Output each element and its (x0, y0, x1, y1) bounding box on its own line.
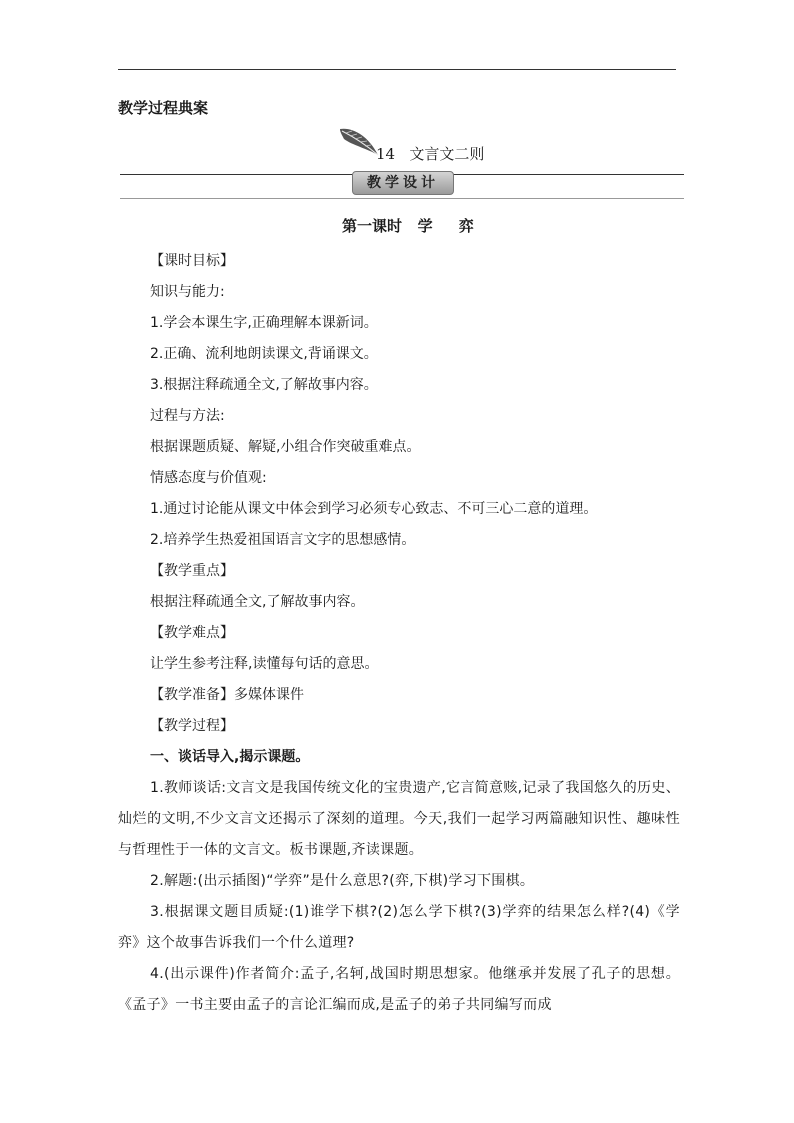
difficulty-heading: 【教学难点】 (150, 625, 234, 641)
emotion-item: 1.通过讨论能从课文中体会到学习必须专心致志、不可三心二意的道理。 (150, 501, 598, 517)
section-banner (120, 168, 684, 202)
process-heading: 【教学过程】 (150, 718, 234, 734)
lesson-name: 文言文二则 (409, 145, 485, 163)
lesson-heading (376, 143, 484, 164)
section-label: 教学过程典案 (118, 99, 209, 117)
knowledge-item: 2.正确、流利地朗读课文,背诵课文。 (150, 346, 378, 362)
objectives-heading: 【课时目标】 (150, 253, 234, 269)
emotion-item: 2.培养学生热爱祖国语言文字的思想感情。 (150, 532, 416, 548)
process-paragraph: 1.教师谈话:文言文是我国传统文化的宝贵遗产,它言简意赅,记录了我国悠久的历史、灿烂的文明,不少文言文还揭示了深刻的道理。今天,我们一起学习两篇融知识性、趣味性与哲理性于一体的文言文。板书课题,齐读课题。 (118, 780, 680, 858)
difficulty-text: 让学生参考注释,读懂每句话的意思。 (150, 656, 379, 672)
knowledge-item: 3.根据注释疏通全文,了解故事内容。 (150, 377, 378, 393)
header-rule (118, 69, 676, 70)
process-paragraph: 2.解题:(出示插图)“学弈”是什么意思?(弈,下棋)学习下围棋。 (150, 873, 535, 889)
lesson-number: 14 (376, 145, 396, 163)
period-title: 第一课时 学 弈 (342, 217, 474, 235)
knowledge-heading: 知识与能力: (150, 284, 225, 300)
process-paragraph: 3.根据课文题目质疑:(1)谁学下棋?(2)怎么学下棋?(3)学弈的结果怎么样?(4)《学弈》这个故事告诉我们一个什么道理? (118, 904, 680, 951)
step1-heading: 一、谈话导入,揭示课题。 (150, 749, 310, 765)
banner-label: 教学设计 (352, 171, 454, 195)
preparation-line: 【教学准备】多媒体课件 (150, 687, 304, 703)
process-method-heading: 过程与方法: (150, 408, 225, 424)
emotion-heading: 情感态度与价值观: (150, 470, 267, 486)
banner-rule-bottom (120, 198, 684, 199)
process-method-item: 根据课题质疑、解疑,小组合作突破重难点。 (150, 439, 421, 455)
lesson-title (338, 125, 498, 161)
process-paragraph: 4.(出示课件)作者简介:孟子,名轲,战国时期思想家。他继承并发展了孔子的思想。《孟子》一书主要由孟子的言论汇编而成,是孟子的弟子共同编写而成 (118, 966, 680, 1013)
key-point-text: 根据注释疏通全文,了解故事内容。 (150, 594, 365, 610)
lesson-plan-body (118, 246, 680, 1021)
key-point-heading: 【教学重点】 (150, 563, 234, 579)
knowledge-item: 1.学会本课生字,正确理解本课新词。 (150, 315, 378, 331)
